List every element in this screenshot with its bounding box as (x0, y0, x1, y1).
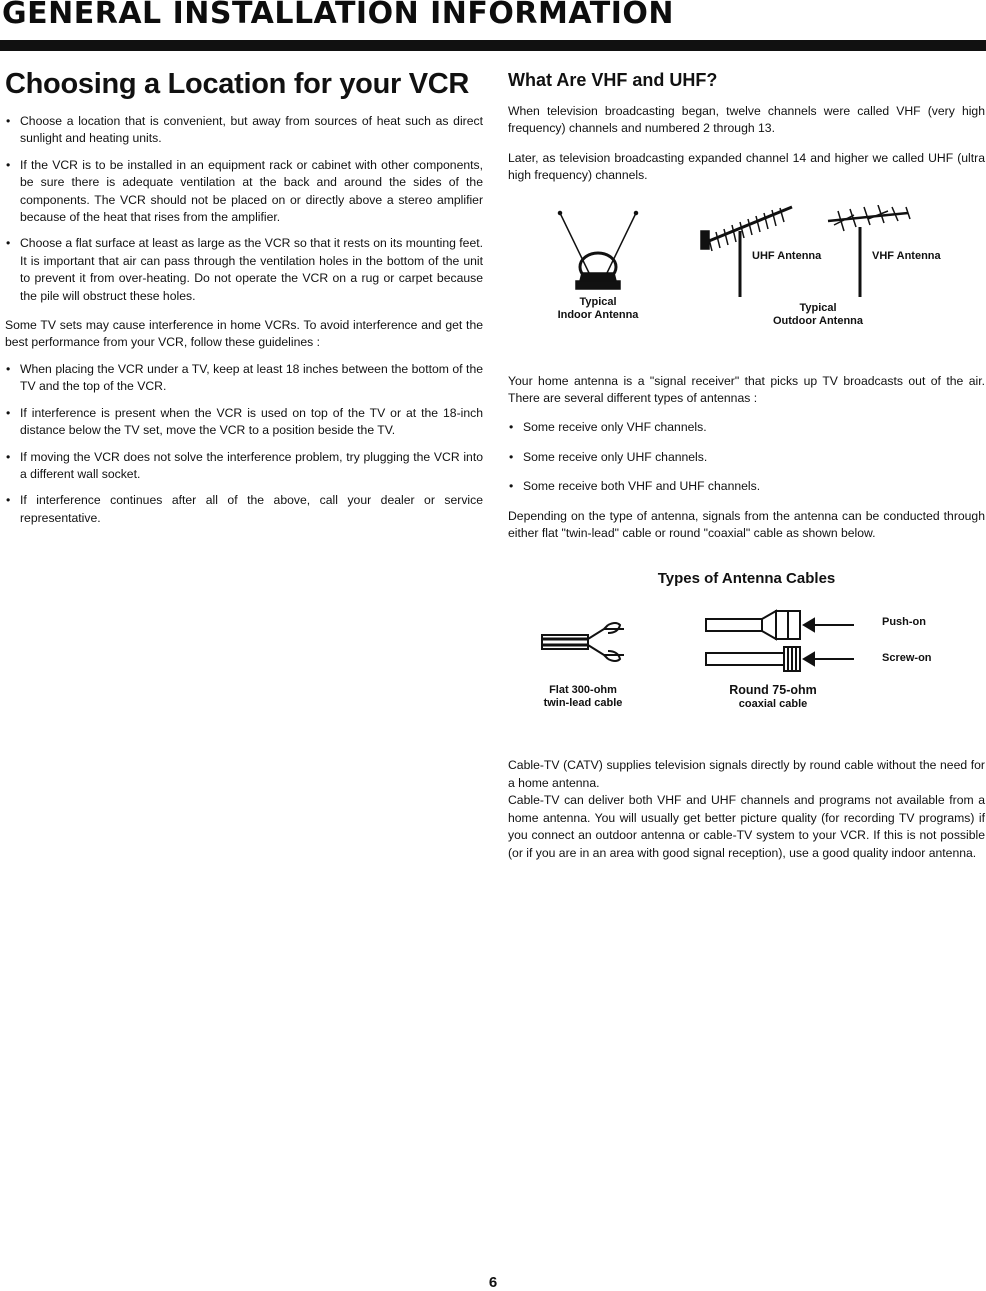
cables-heading: Types of Antenna Cables (657, 570, 836, 588)
outdoor-label-line1: Typical (799, 301, 837, 314)
cable-paragraph: Depending on the type of antenna, signals from the antenna can be conducted through either flat "twin-lead" cable or round "coaxial" cable as shown below. (508, 508, 985, 541)
title-rule (0, 40, 986, 51)
location-list (5, 113, 483, 305)
flat-cable-label-line2: twin-lead cable (543, 697, 623, 710)
antenna-illustration (508, 205, 985, 373)
indoor-label-line2: Indoor Antenna (557, 308, 639, 321)
location-heading: Choosing a Location for your VCR (5, 68, 470, 100)
screw-on-label: Screw-on (882, 652, 932, 665)
list-item: • When placing the VCR under a TV, keep at least 18 inches between the bottom of the TV and the top of the VCR. (5, 361, 483, 396)
push-on-label: Push-on (882, 616, 926, 629)
catv-paragraph: Cable-TV (CATV) supplies television signals directly by round cable without the need for a home antenna. (508, 758, 985, 790)
list-item: • If interference is present when the VCR is used on top of the TV or at the 18-inch distance below the TV set, move the VCR to a position beside the TV. (5, 405, 483, 440)
list-item: • If the VCR is to be installed in an equipment rack or cabinet with other components, be sure there is adequate ventilation at the back and around the sides of the components. The VCR should not be placed on or directly above a stereo amplifier because of the heat that rises from the amplifier. (5, 157, 483, 227)
list-item: • If moving the VCR does not solve the interference problem, try plugging the VCR into a different wall socket. (5, 449, 483, 484)
list-item: • Some receive only VHF channels. (508, 419, 985, 436)
page-number: 6 (488, 1274, 498, 1291)
right-column (508, 68, 985, 862)
cable-figure (508, 607, 985, 757)
outdoor-label-line2: Outdoor Antenna (772, 314, 864, 327)
twin-lead-cable-icon (542, 623, 624, 661)
antenna-figure (508, 205, 985, 373)
left-column (5, 68, 483, 536)
catv-detail-paragraph: Cable-TV can deliver both VHF and UHF channels and programs not available from a home antenna. You will usually get better picture quality (for recording TV programs) if you connect an outdoor antenna or cable-TV system to your VCR. If this is not possible (or if you are in an area with good signal reception), use a good quality indoor antenna. (508, 793, 985, 860)
uhf-paragraph: Later, as television broadcasting expanded channel 14 and higher we called UHF (ultra high frequency) channels. (508, 150, 985, 183)
flat-cable-label-line1: Flat 300-ohm (549, 684, 617, 697)
vhf-uhf-heading: What Are VHF and UHF? (508, 70, 718, 90)
round-cable-label-line2: coaxial cable (738, 698, 808, 711)
round-cable-label-line1: Round 75-ohm (729, 683, 817, 698)
interference-intro: Some TV sets may cause interference in home VCRs. To avoid interference and get the best performance from your VCR, follow these guidelines : (5, 318, 483, 350)
page-title: GENERAL INSTALLATION INFORMATION (2, 0, 674, 31)
receiver-paragraph: Your home antenna is a "signal receiver" that picks up TV broadcasts out of the air. There are several different types of antennas : (508, 373, 985, 406)
push-on-cable-icon (706, 611, 854, 639)
list-item: • Choose a flat surface at least as large as the VCR so that it rests on its mounting feet. It is important that air can pass through the ventilation holes in the bottom of the unit to prevent it from over-heating. Do not operate the VCR on a rug or carpet because the pile will obstruct these holes. (5, 235, 483, 305)
antenna-types-list (508, 419, 985, 495)
screw-on-cable-icon (706, 647, 854, 671)
vhf-antenna-label: VHF Antenna (872, 249, 941, 262)
uhf-antenna-label: UHF Antenna (752, 249, 822, 262)
list-item: • Some receive only UHF channels. (508, 449, 985, 466)
indoor-antenna-icon (559, 211, 638, 289)
vhf-paragraph: When television broadcasting began, twelve channels were called VHF (very high frequency) channels and numbered 2 through 13. (508, 104, 985, 136)
interference-list (5, 361, 483, 527)
cable-illustration (508, 607, 985, 757)
list-item: • Some receive both VHF and UHF channels. (508, 478, 985, 495)
indoor-label-line1: Typical (579, 295, 617, 308)
list-item: • If interference continues after all of the above, call your dealer or service representative. (5, 492, 483, 527)
list-item: • Choose a location that is convenient, but away from sources of heat such as direct sunlight and heating units. (5, 113, 483, 148)
